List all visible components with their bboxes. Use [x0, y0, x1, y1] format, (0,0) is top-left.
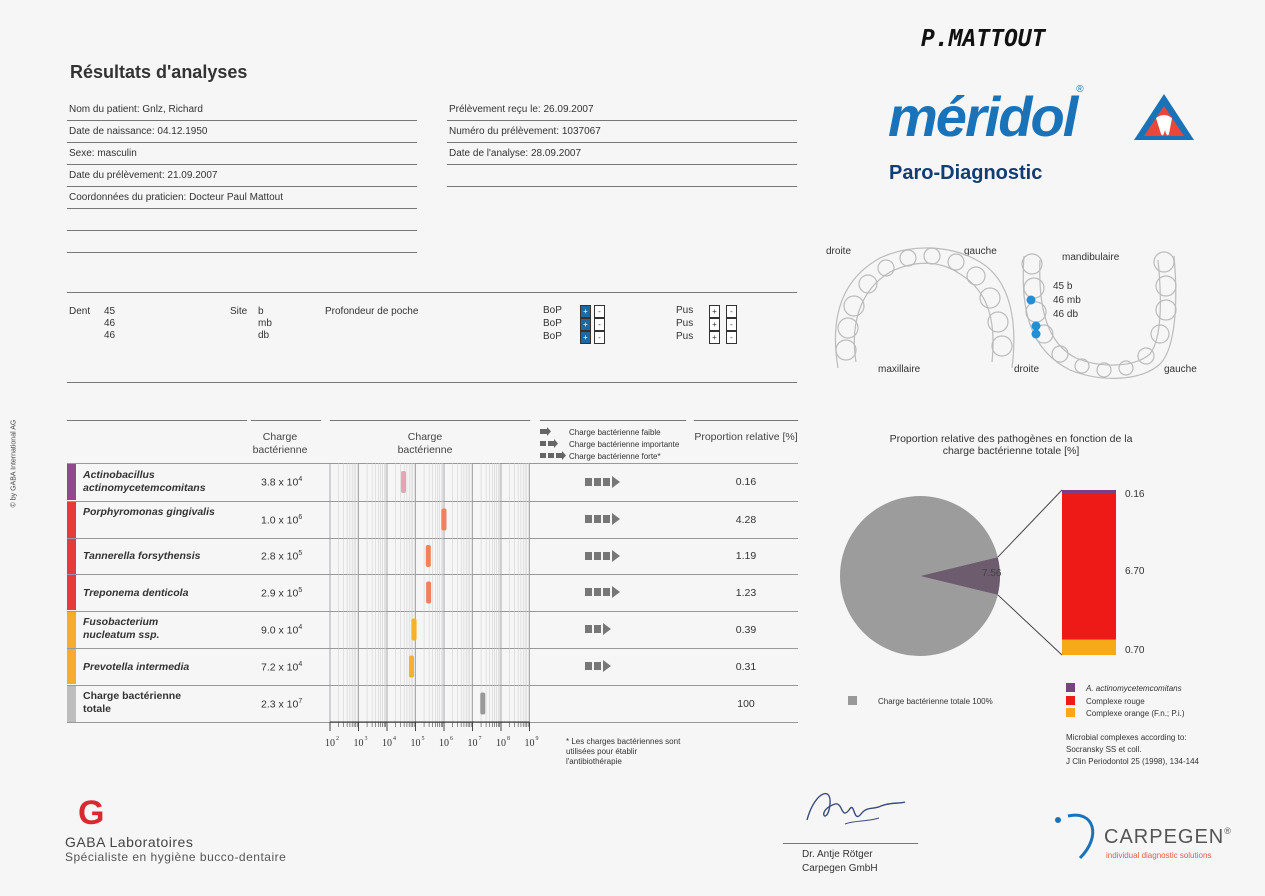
load-value [261, 698, 302, 711]
proportion-value: 0.31 [735, 661, 757, 673]
bacteria-name: Tannerella forsythensis [83, 550, 201, 562]
axis-tick-label: 10 [524, 738, 535, 749]
stack-label-aa: 0.16 [1125, 489, 1145, 500]
bacteria-name: Treponema denticola [83, 587, 189, 599]
carpegen-tagline: individual diagnostic solutions [1106, 851, 1212, 860]
load-level-arrow [585, 623, 611, 635]
load-marker [401, 471, 406, 493]
pus-label: Pus [676, 331, 694, 342]
connector-line [998, 595, 1062, 655]
legend-red-swatch [1066, 696, 1075, 705]
stamp-text: P.MATTOUT [921, 26, 1046, 52]
bop-plus-checkbox[interactable]: + [580, 305, 591, 318]
site-value: db [258, 330, 270, 341]
category-bar-red-complex [67, 502, 76, 610]
proportion-value: 100 [737, 698, 755, 710]
site-value: mb [258, 318, 272, 329]
brand-name: méridol [888, 85, 1077, 148]
load-level-arrow [585, 550, 620, 562]
proportion-value: 1.19 [735, 550, 757, 562]
axis-tick-label: 10 [496, 738, 506, 749]
bop-plus-checkbox[interactable]: + [580, 318, 591, 331]
load-mantissa: 9.0 x 10 [261, 624, 299, 637]
pie-slice-label: 7.56 [982, 568, 1002, 579]
product-subtitle: Paro-Diagnostic [889, 162, 1043, 184]
load-mantissa: 3.8 x 10 [261, 476, 299, 489]
bacteria-name: Prevotella intermedia [83, 661, 190, 673]
diagram-mandibulaire: mandibulaire [1062, 252, 1120, 263]
load-exponent: 6 [298, 514, 303, 521]
legend-aa-swatch [1066, 683, 1075, 692]
col-prop-header: Proportion relative [%] [694, 431, 798, 443]
legend-forte: Charge bactérienne forte* [569, 452, 661, 461]
site-marker-45b [1027, 296, 1036, 305]
tooth-label: 45 b [1053, 281, 1073, 292]
bop-plus-checkbox[interactable]: + [580, 331, 591, 344]
legend-faible: Charge bactérienne faible [569, 428, 661, 437]
stack-segment [1062, 640, 1116, 655]
legend-orange-swatch [1066, 708, 1075, 717]
diagram-droite-top: droite [826, 246, 852, 257]
signer-name: Dr. Antje Rötger [802, 849, 873, 860]
load-marker [480, 693, 485, 715]
copyright-text: © by GABA International AG [10, 419, 18, 508]
axis-tick-label: 10 [439, 738, 449, 749]
stack-label-orange: 0.70 [1125, 645, 1145, 656]
patient-dob: Date de naissance: 04.12.1950 [69, 126, 208, 137]
load-marker [412, 619, 417, 641]
bacteria-name: Porphyromonas gingivalis [83, 506, 215, 518]
stack-segment [1062, 490, 1116, 493]
bacteria-name: Charge bactérienne totale [83, 690, 182, 715]
signer-company: Carpegen GmbH [802, 863, 878, 874]
load-mantissa: 7.2 x 10 [261, 661, 299, 674]
category-bar-total [67, 686, 76, 722]
axis-tick-exponent: 2 [336, 736, 339, 742]
reference-line: J Clin Periodontol 25 (1998), 134-144 [1066, 757, 1199, 766]
load-value [261, 661, 302, 674]
bop-label: BoP [543, 318, 562, 329]
pus-plus-checkbox[interactable]: + [709, 331, 720, 344]
legend-total-swatch [848, 696, 857, 705]
load-marker [426, 582, 431, 604]
category-bar-aa [67, 464, 76, 500]
reference-line: Socransky SS et coll. [1066, 745, 1142, 754]
sample-number: Numéro du prélèvement: 1037067 [449, 126, 601, 137]
received-date: Prélèvement reçu le: 26.09.2007 [449, 104, 594, 115]
axis-tick-label: 10 [410, 738, 421, 749]
load-marker [409, 656, 414, 678]
carpegen-reg: ® [1224, 826, 1232, 836]
stack-label-red: 6.70 [1125, 566, 1145, 577]
gaba-tagline: Spécialiste en hygiène bucco-dentaire [65, 850, 287, 864]
pocket-depth-label: Profondeur de poche [325, 306, 419, 317]
bop-label: BoP [543, 331, 562, 342]
pus-minus-checkbox[interactable]: - [726, 318, 737, 331]
maxillary-arch-outline [835, 248, 1013, 368]
diagram-maxillaire: maxillaire [878, 364, 921, 375]
tooth-label: 46 db [1053, 309, 1079, 320]
carpegen-swirl-icon [1050, 808, 1110, 864]
reference-line: Microbial complexes according to: [1066, 733, 1187, 742]
site-label: Site [230, 306, 248, 317]
load-exponent: 7 [298, 698, 303, 705]
axis-tick-label: 10 [467, 738, 478, 749]
bop-label: BoP [543, 305, 562, 316]
legend-red-label: Complexe rouge [1086, 697, 1145, 706]
bop-minus-checkbox[interactable]: - [594, 305, 605, 318]
diagram-droite-bottom: droite [1014, 364, 1040, 375]
col-charge-header: Charge bactérienne [252, 431, 308, 456]
load-mantissa: 2.3 x 10 [261, 698, 299, 711]
dent-value: 46 [104, 318, 116, 329]
meridol-triangle-icon [1132, 92, 1196, 142]
axis-tick-exponent: 3 [364, 736, 368, 742]
load-exponent: 5 [298, 587, 303, 594]
axis-tick-label: 10 [353, 738, 364, 749]
diagram-gauche-bottom: gauche [1164, 364, 1197, 375]
signature-mark [795, 780, 915, 836]
load-mantissa: 2.8 x 10 [261, 550, 299, 563]
sample-date: Date du prélèvement: 21.09.2007 [69, 170, 218, 181]
legend-aa-label: A. actinomycetemcomitans [1086, 684, 1182, 693]
axis-tick-exponent: 5 [421, 736, 425, 742]
dent-value: 46 [104, 330, 116, 341]
pus-label: Pus [676, 318, 694, 329]
brand-reg: ® [1076, 84, 1084, 95]
site-value: b [258, 306, 264, 317]
proportion-value: 4.28 [735, 514, 757, 526]
dent-value: 45 [104, 306, 116, 317]
load-marker [426, 545, 431, 567]
load-exponent: 4 [298, 476, 303, 483]
pus-plus-checkbox[interactable]: + [709, 305, 720, 318]
gaba-logo: G [78, 794, 105, 832]
proportion-value: 0.16 [735, 476, 757, 488]
load-value [261, 587, 302, 600]
load-level-arrow [585, 586, 620, 598]
proportion-value: 0.39 [735, 624, 757, 636]
dental-arch-diagram [820, 240, 1220, 390]
mandibular-arch-outline [1022, 252, 1176, 378]
bop-minus-checkbox[interactable]: - [594, 331, 605, 344]
load-value [261, 476, 302, 489]
load-exponent: 4 [298, 661, 303, 668]
tooth-label: 46 mb [1053, 295, 1081, 306]
axis-tick-exponent: 7 [478, 736, 482, 742]
axis-tick-exponent: 4 [393, 736, 396, 742]
stack-segment [1062, 493, 1116, 639]
axis-tick-exponent: 8 [507, 736, 510, 742]
load-level-arrows [585, 463, 635, 723]
patient-sex: Sexe: masculin [69, 148, 137, 159]
gaba-name: GABA Laboratoires [65, 834, 194, 850]
axis-tick-exponent: 6 [450, 736, 453, 742]
pus-label: Pus [676, 305, 694, 316]
axis-tick-exponent: 9 [535, 736, 539, 742]
load-mantissa: 2.9 x 10 [261, 587, 299, 600]
site-marker-46db [1032, 330, 1041, 339]
legend-orange-label: Complexe orange (F.n.; P.i.) [1086, 709, 1185, 718]
analysis-date: Date de l'analyse: 28.09.2007 [449, 148, 582, 159]
patient-name: Nom du patient: Gnlz, Richard [69, 104, 203, 115]
load-exponent: 4 [298, 624, 303, 631]
load-level-arrow [585, 476, 620, 488]
meridol-logo [888, 84, 1084, 149]
axis-tick-label: 10 [325, 738, 335, 749]
pus-minus-checkbox[interactable]: - [726, 331, 737, 344]
carpegen-name [1104, 826, 1232, 849]
legend-total-label: Charge bactérienne totale 100% [878, 697, 993, 706]
bacteria-name: Fusobacterium nucleatum ssp. [83, 616, 160, 641]
pus-plus-checkbox[interactable]: + [709, 318, 720, 331]
load-value [261, 514, 302, 527]
col-chart-header: Charge bactérienne [397, 431, 453, 456]
practitioner: Coordonnées du praticien: Docteur Paul Mattout [69, 192, 284, 203]
page-title: Résultats d'analyses [70, 62, 248, 82]
legend-importante: Charge bactérienne importante [569, 440, 680, 449]
diagram-gauche-top: gauche [964, 246, 997, 257]
proportion-value: 1.23 [735, 587, 757, 599]
load-level-arrow [585, 513, 620, 525]
load-mantissa: 1.0 x 10 [261, 514, 299, 527]
pus-minus-checkbox[interactable]: - [726, 305, 737, 318]
axis-tick-label: 10 [382, 738, 392, 749]
bacteria-name: Actinobacillus actinomycetemcomitans [83, 469, 206, 494]
dent-label: Dent [69, 306, 91, 317]
bacterial-load-log-chart [322, 463, 537, 763]
footnote: * Les charges bactériennes sont utilisées pour établir l'antibiothérapie [566, 737, 681, 766]
load-legend-arrows [540, 427, 570, 463]
carpegen-wordmark: CARPEGEN [1104, 826, 1225, 848]
load-marker [442, 509, 447, 531]
pie-title: Proportion relative des pathogènes en fonction de la charge bactérienne totale [%] [889, 433, 1133, 457]
connector-line [998, 490, 1062, 557]
site-marker-46mb [1032, 322, 1041, 331]
load-exponent: 5 [298, 550, 303, 557]
bop-minus-checkbox[interactable]: - [594, 318, 605, 331]
load-value [261, 624, 302, 637]
load-value [261, 550, 302, 563]
load-level-arrow [585, 660, 611, 672]
